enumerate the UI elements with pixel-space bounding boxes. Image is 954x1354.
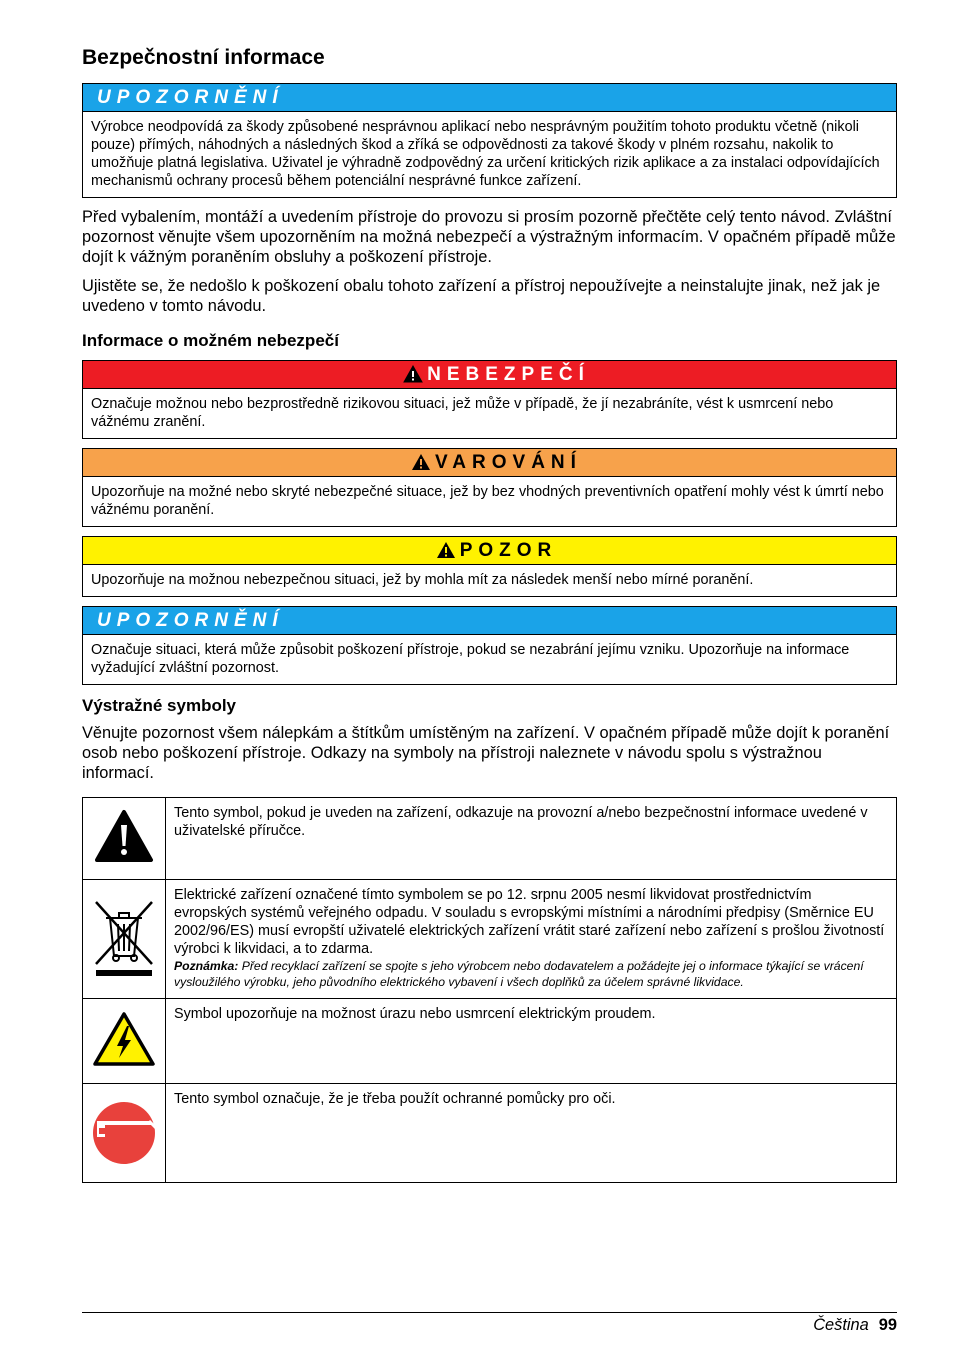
caution-box bbox=[82, 536, 897, 597]
page-title: Bezpečnostní informace bbox=[82, 46, 325, 69]
symbol-description: Tento symbol, pokud je uveden na zařízení, odkazuje na provozní a/nebo bezpečnostní informace uvedené v uživatelské příručce. bbox=[166, 798, 897, 880]
packaging-paragraph: Ujistěte se, že nedošlo k poškození obalu tohoto zařízení a přístroj nepoužívejte a neinstalujte jinak, než jak je uvedeno v tomto návodu. bbox=[82, 277, 881, 315]
warning-text: Upozorňuje na možné nebo skryté nebezpečné situace, jež by bez vhodných preventivních opatření mohly vést k úmrtí nebo vážnému poranění. bbox=[91, 484, 884, 518]
warning-label: VAROVÁNÍ bbox=[435, 452, 582, 473]
symbol-description: Tento symbol označuje, že je třeba použít ochranné pomůcky pro oči. bbox=[166, 1084, 897, 1183]
footer-language: Čeština bbox=[813, 1316, 869, 1334]
danger-text: Označuje možnou nebo bezprostředně rizikovou situaci, jež může v případě, že jí nezabráníte, vést k usmrcení nebo vážnému zranění. bbox=[91, 396, 834, 430]
symbol-description bbox=[166, 880, 897, 999]
warning-triangle-icon bbox=[94, 809, 154, 863]
weee-text: Elektrické zařízení označené tímto symbolem se po 12. srpnu 2005 nesmí likvidovat prostřednictvím evropských systémů veřejného odpadu. V souladu s evropskými místními a národními předpisy (Směrnice EU 2002/96/ES) musí evropští uživatelé elektrických zařízení vrátit staré zařízení nebo zařízení s prošlou životností výrobci k likvidaci, a to zdarma. bbox=[174, 887, 885, 957]
caution-text: Upozorňuje na možnou nebezpečnou situaci, jež by mohla mít za následek menší nebo mírné poranění. bbox=[91, 572, 754, 588]
caution-label: POZOR bbox=[459, 540, 558, 561]
eye-protection-icon bbox=[91, 1093, 157, 1169]
intro-paragraph: Před vybalením, montáží a uvedením přístroje do provozu si prosím pozorně přečtěte celý tento návod. Zvláštní pozornost věnujte všem upozorněním na možná nebezpečí a výstražným informacím. V opačném případě může dojít k vážným poraněním obsluhy a poškození přístroje. bbox=[82, 208, 896, 266]
page-number: 99 bbox=[878, 1316, 897, 1334]
weee-bin-icon bbox=[92, 896, 156, 978]
symbol-cell bbox=[83, 1084, 166, 1183]
notice-box-1 bbox=[82, 83, 897, 198]
page-footer bbox=[82, 1312, 897, 1335]
alert-triangle-icon bbox=[411, 453, 431, 471]
electric-shock-icon bbox=[91, 1010, 157, 1068]
symbol-cell bbox=[83, 999, 166, 1084]
notice-text-1: Výrobce neodpovídá za škody způsobené nesprávnou aplikací nebo nesprávným použitím tohoto produktu včetně (nikoli pouze) přímých, náhodných a následných škod a zříká se odpovědnosti za takové škody v plném rozsahu, nakolik to umožňuje platná legislativa. Uživatel je výhradně zodpovědný za určení kritických rizik aplikace a za instalaci odpovídajících mechanismů ochrany procesů během potenciální nesprávné funkce zařízení. bbox=[91, 119, 880, 189]
danger-box bbox=[82, 360, 897, 439]
page-content bbox=[82, 44, 897, 1183]
alert-triangle-icon bbox=[436, 541, 456, 559]
table-row bbox=[83, 798, 897, 880]
symbols-table bbox=[82, 797, 897, 1183]
table-row bbox=[83, 880, 897, 999]
danger-header bbox=[83, 361, 896, 389]
note-text: Před recyklací zařízení se spojte s jeho výrobcem nebo dodavatelem a požádejte jej o informace týkající se vrácení vysloužilého výrobku, jeho původního elektrického vybavení i všech doplňků za účelem správné likvidace. bbox=[174, 959, 864, 989]
notice-box-2 bbox=[82, 606, 897, 685]
table-row bbox=[83, 1084, 897, 1183]
note-label: Poznámka: bbox=[174, 959, 239, 973]
warning-header bbox=[83, 449, 896, 477]
weee-note bbox=[174, 958, 888, 990]
caution-header bbox=[83, 537, 896, 565]
notice-text-2: Označuje situaci, která může způsobit poškození přístroje, pokud se nezabrání jejímu vzniku. Upozorňuje na informace vyžadující zvláštní pozornost. bbox=[91, 642, 850, 676]
warning-symbols-heading: Výstražné symboly bbox=[82, 696, 237, 715]
alert-triangle-icon bbox=[403, 365, 423, 383]
symbol-cell bbox=[83, 798, 166, 880]
warning-box bbox=[82, 448, 897, 527]
notice-header-1: UPOZORNĚNÍ bbox=[83, 84, 896, 112]
danger-label: NEBEZPEČÍ bbox=[427, 364, 590, 385]
symbols-paragraph: Věnujte pozornost všem nálepkám a štítkům umístěným na zařízení. V opačném případě může dojít k poranění osob nebo poškození přístroje. Odkazy na symboly na přístroji naleznete v návodu spolu s výstražnou informací. bbox=[82, 724, 890, 782]
table-row bbox=[83, 999, 897, 1084]
hazard-info-heading: Informace o možném nebezpečí bbox=[82, 331, 339, 350]
symbol-cell bbox=[83, 880, 166, 999]
symbol-description: Symbol upozorňuje na možnost úrazu nebo usmrcení elektrickým proudem. bbox=[166, 999, 897, 1084]
notice-header-2: UPOZORNĚNÍ bbox=[83, 607, 896, 635]
